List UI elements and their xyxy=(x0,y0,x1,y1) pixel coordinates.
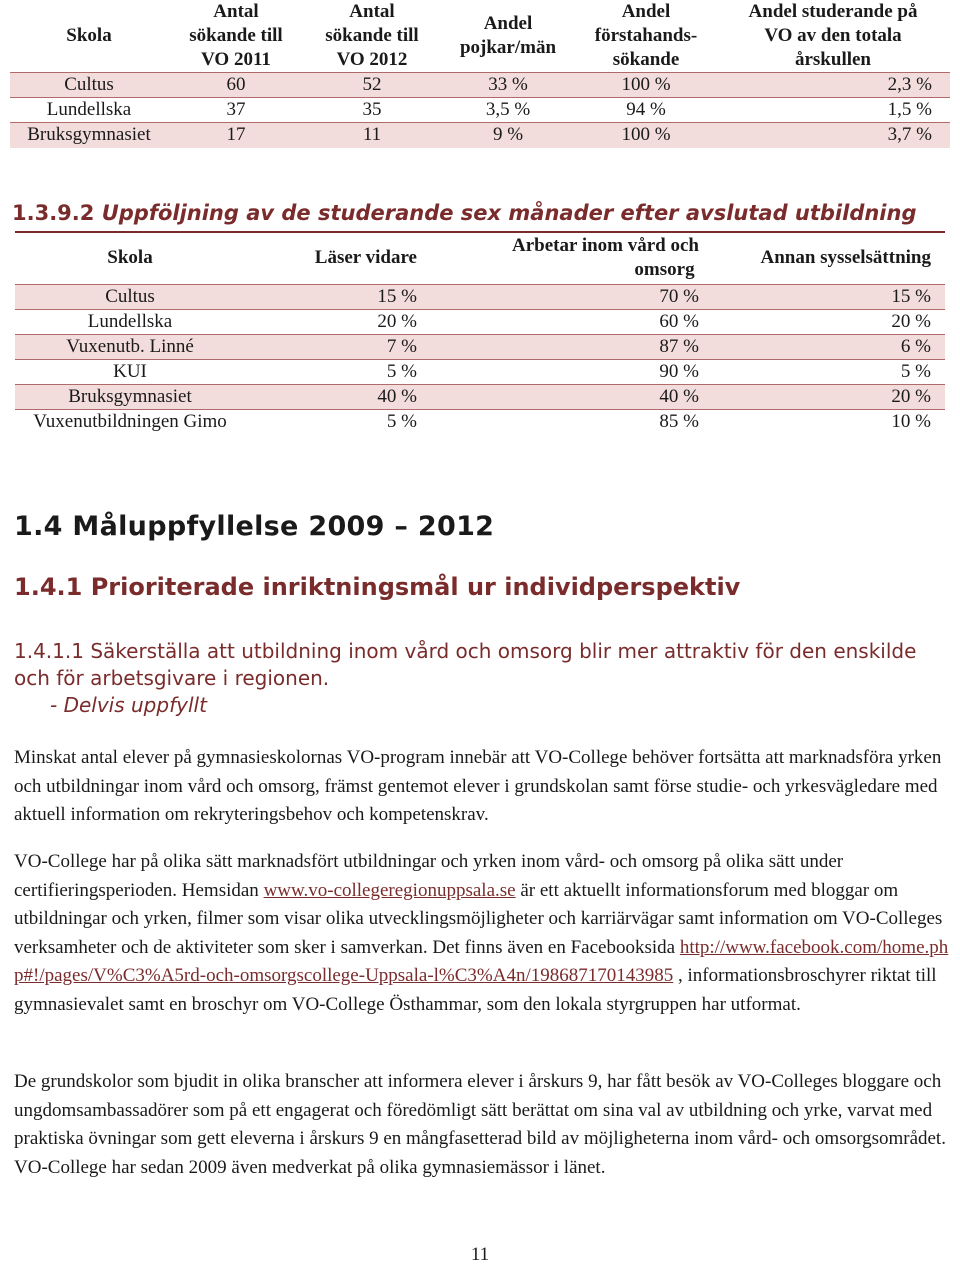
cell-school: Vuxenutbildningen Gimo xyxy=(15,409,245,434)
facebook-link[interactable]: http://www.facebook.com/home.php#!/pages/V%C3%A5rd-och-omsorgscollege-Uppsala-l%C3%A4n/198687170143985 xyxy=(14,936,949,987)
col-header-applicants-2012 xyxy=(304,0,440,73)
cell-school: KUI xyxy=(15,359,245,384)
header-line: sökande till xyxy=(325,25,419,46)
cell-value: 85 % xyxy=(419,409,701,434)
section-title: Uppföljning av de studerande sex månader efter avslutad utbildning xyxy=(101,201,917,225)
cell-value: 87 % xyxy=(419,334,701,359)
col-header-first-choice xyxy=(576,0,716,73)
paragraph-text: är ett aktuellt informationsforum med bloggar om utbildningar och yrken, filmer som visar olika utvecklingsmöjligheter och karriärvägar samt information om VO-Colleges verksamheter och de aktiviteter som sker i samverkan. Det finns även en Facebooksida xyxy=(14,879,943,958)
cell-value: 6 % xyxy=(701,334,945,359)
col-header-share-of-cohort xyxy=(716,0,950,73)
header-line: pojkar/män xyxy=(459,37,557,58)
header-line: VO 2012 xyxy=(336,49,408,70)
cell-value: 70 % xyxy=(419,284,701,309)
cell-value: 17 xyxy=(168,123,304,148)
cell-value: 15 % xyxy=(245,284,419,309)
table-header-row xyxy=(10,0,950,73)
cell-school: Bruksgymnasiet xyxy=(10,123,168,148)
cell-value: 90 % xyxy=(419,359,701,384)
table-row xyxy=(15,409,945,434)
cell-school: Cultus xyxy=(10,73,168,98)
cell-school: Lundellska xyxy=(15,309,245,334)
heading-priority-goals: 1.4.1 Prioriterade inriktningsmål ur individperspektiv xyxy=(14,573,741,601)
table-row xyxy=(15,309,945,334)
table-header-row xyxy=(15,232,945,284)
header-line: Arbetar inom vård och xyxy=(512,235,699,257)
table-row xyxy=(10,98,950,123)
col-header-skola xyxy=(10,0,168,73)
section-number: 1.3.9.2 xyxy=(12,201,95,225)
cell-value: 9 % xyxy=(440,123,576,148)
cell-value: 11 xyxy=(304,123,440,148)
cell-value: 60 % xyxy=(419,309,701,334)
section-heading-1392 xyxy=(12,201,917,225)
heading-goal-fulfilment: 1.4 Måluppfyllelse 2009 – 2012 xyxy=(14,511,495,542)
paragraph-3: De grundskolor som bjudit in olika branscher att informera elever i årskurs 9, har fått besök av VO-Colleges bloggare och ungdomsambassadörer som på ett engagerat och föredömligt sätt berättat om sina val av utbildning och yrke, varvat med praktiska övningar som gett eleverna i årskurs 9 en mångfasetterad bild av möjligheterna inom vård- och omsorgsområdet. VO-College har sedan 2009 även medverkat på olika gymnasiemässor i länet. xyxy=(14,1071,946,1178)
header-line: Antal xyxy=(349,1,395,22)
cell-school: Lundellska xyxy=(10,98,168,123)
cell-value: 20 % xyxy=(245,309,419,334)
goal-status: - Delvis uppfyllt xyxy=(50,693,207,717)
homepage-link[interactable]: www.vo-collegeregionuppsala.se xyxy=(263,879,516,901)
col-header-other-occupation xyxy=(701,232,945,284)
cell-value: 37 xyxy=(168,98,304,123)
cell-school: Cultus xyxy=(15,284,245,309)
cell-value: 3,5 % xyxy=(440,98,576,123)
header-line: Andel xyxy=(483,13,533,34)
cell-value: 94 % xyxy=(576,98,716,123)
header-wrap xyxy=(512,234,699,282)
paragraph-text: , informationsbroschyrer riktat till gymnasievalet samt en broschyr om VO-College Östhammar, som den lokala styrgruppen har utformat. xyxy=(14,965,937,1015)
school-applicants-table xyxy=(10,0,950,148)
cell-value: 5 % xyxy=(701,359,945,384)
table-row xyxy=(10,123,950,148)
cell-school: Bruksgymnasiet xyxy=(15,384,245,409)
cell-value: 15 % xyxy=(701,284,945,309)
header-line: Läser vidare xyxy=(314,247,417,269)
cell-value: 7 % xyxy=(245,334,419,359)
paragraph-2 xyxy=(14,848,954,1020)
col-header-applicants-2011 xyxy=(168,0,304,73)
heading-goal-1411 xyxy=(14,638,949,719)
header-line: årskullen xyxy=(794,49,872,70)
header-line: Andel xyxy=(621,1,671,22)
header-line: sökande xyxy=(612,49,680,70)
header-line: Skola xyxy=(107,247,153,269)
cell-value: 52 xyxy=(304,73,440,98)
follow-up-table xyxy=(15,231,945,434)
cell-value: 100 % xyxy=(576,73,716,98)
col-header-skola xyxy=(15,232,245,284)
header-line: sökande till xyxy=(189,25,283,46)
cell-value: 40 % xyxy=(245,384,419,409)
cell-school: Vuxenutb. Linné xyxy=(15,334,245,359)
cell-value: 33 % xyxy=(440,73,576,98)
cell-value: 5 % xyxy=(245,409,419,434)
header-line: Annan sysselsättning xyxy=(760,247,931,269)
table-row xyxy=(10,73,950,98)
table-row xyxy=(15,359,945,384)
cell-value: 20 % xyxy=(701,384,945,409)
header-line: VO av den totala xyxy=(764,25,902,46)
col-header-share-boys xyxy=(440,0,576,73)
col-header-studying-further xyxy=(245,232,419,284)
cell-value: 20 % xyxy=(701,309,945,334)
col-header-working-care xyxy=(419,232,701,284)
header-line: VO 2011 xyxy=(201,49,271,70)
cell-value: 40 % xyxy=(419,384,701,409)
header-line: Andel studerande på xyxy=(748,1,918,22)
header-line: Skola xyxy=(66,25,112,46)
goal-text: 1.4.1.1 Säkerställa att utbildning inom vård och omsorg blir mer attraktiv för den enskilde och för arbetsgivare i regionen. xyxy=(14,639,917,690)
cell-value: 10 % xyxy=(701,409,945,434)
cell-value: 1,5 % xyxy=(716,98,950,123)
header-line: omsorg xyxy=(634,259,695,281)
page-number: 11 xyxy=(470,1244,490,1264)
header-line: Antal xyxy=(213,1,259,22)
table-row xyxy=(15,384,945,409)
header-line: förstahands- xyxy=(594,25,698,46)
table-row xyxy=(15,284,945,309)
cell-value: 60 xyxy=(168,73,304,98)
paragraph-1: Minskat antal elever på gymnasieskolornas VO-program innebär att VO-College behöver fortsätta att marknadsföra yrken och utbildningar inom vård och omsorg, främst gentemot elever i grundskolan samt förse studie- och yrkesvägledare med aktuell information om rekryteringsbehov och kompetenskrav. xyxy=(14,747,942,826)
paragraph-text: VO-College har på olika sätt marknadsfört utbildningar och yrken inom vård- och omsorg på olika sätt under certifieringsperioden. Hemsidan xyxy=(14,851,844,901)
cell-value: 2,3 % xyxy=(716,73,950,98)
table-row xyxy=(15,334,945,359)
cell-value: 35 xyxy=(304,98,440,123)
cell-value: 100 % xyxy=(576,123,716,148)
cell-value: 3,7 % xyxy=(716,123,950,148)
cell-value: 5 % xyxy=(245,359,419,384)
